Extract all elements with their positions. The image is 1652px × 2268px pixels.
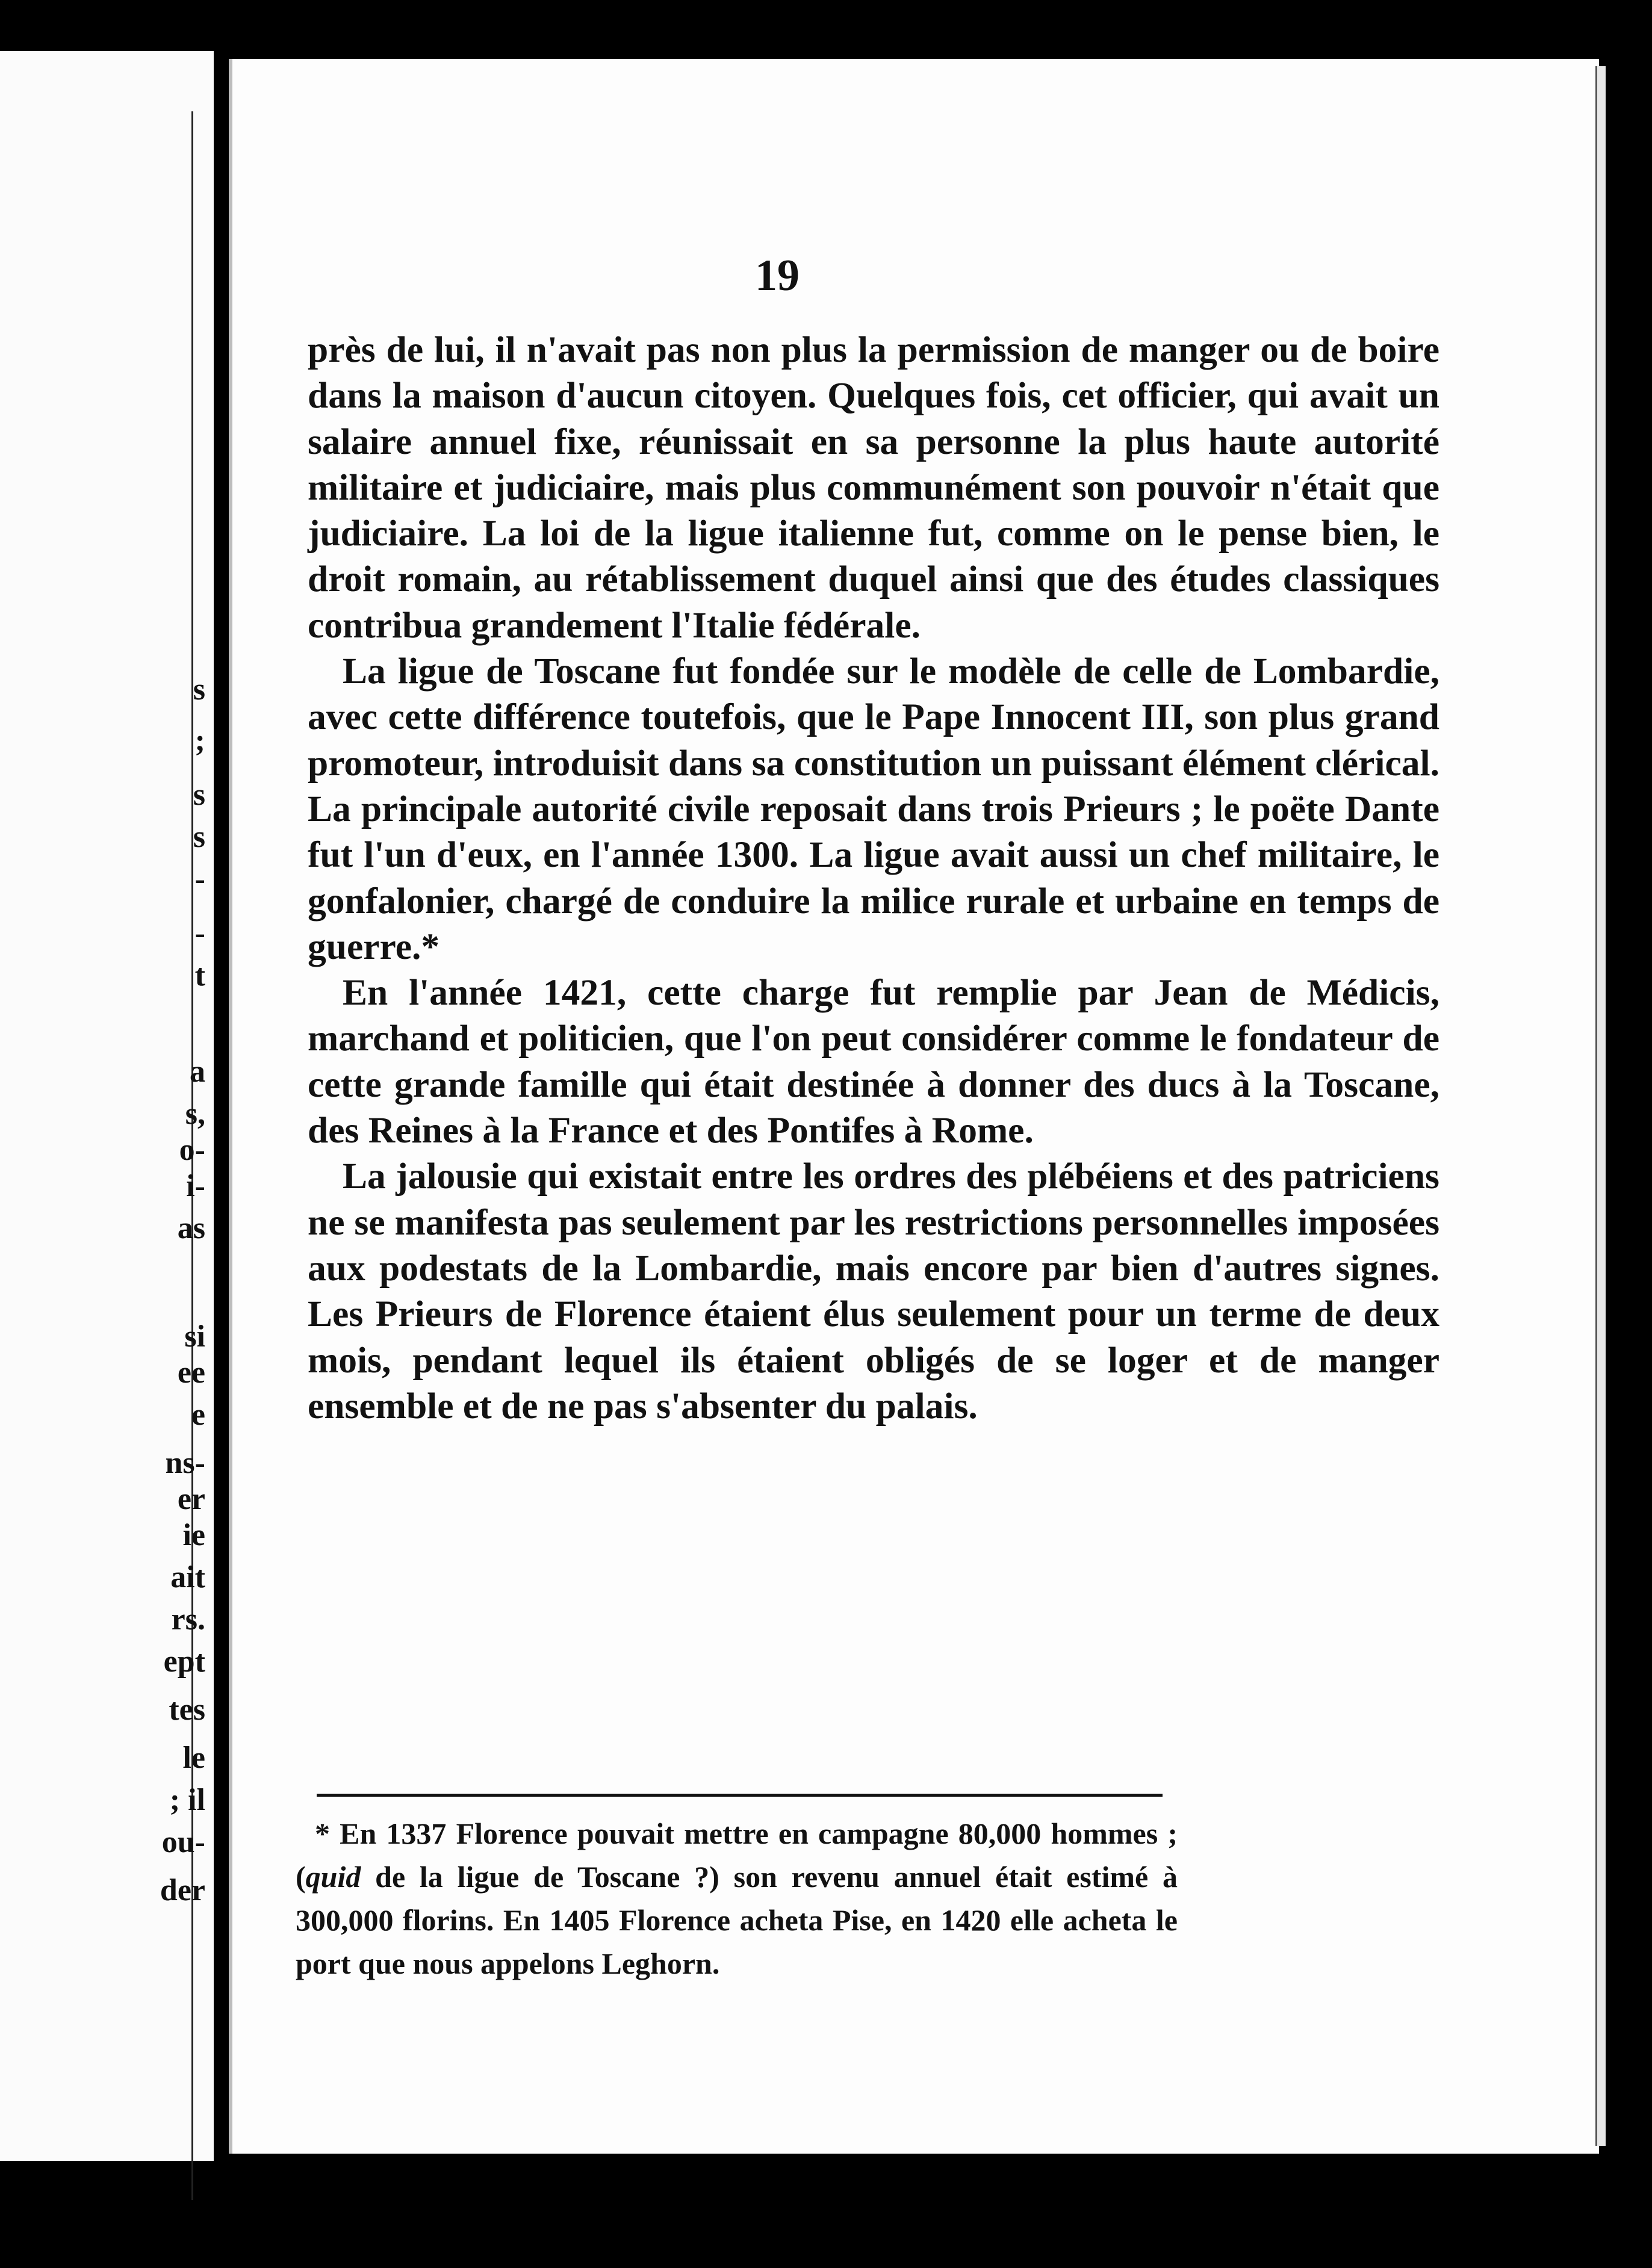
paragraph-3: En l'année 1421, cette charge fut remplie par Jean de Médicis, marchand et politicien, que l'on peut considérer comme le fondateur de cette grande famille qui était destinée à donner des ducs à la Toscane, des Reines à la France et des Pontifes à Rome. xyxy=(308,972,1439,1151)
previous-page-fragment: as xyxy=(177,1211,205,1245)
paragraph-4: La jalousie qui existait entre les ordres des plébéiens et des patriciens ne se manifesta pas seulement par les restrictions personnelles imposées aux podestats de la Lombardie, mais encore par bien d'autres signes. Les Prieurs de Florence étaient élus seulement pour un terme de deux mois, pendant lequel ils étaient obligés de se loger et de manger ensemble et de ne pas s'absenter du palais. xyxy=(308,1156,1439,1427)
previous-page-fragment: ee xyxy=(177,1356,205,1390)
previous-page-fragment: tes xyxy=(169,1693,205,1727)
previous-page-fragment: ou- xyxy=(161,1825,205,1859)
previous-page-fragment: s xyxy=(193,778,205,812)
previous-page-fragment: der xyxy=(160,1873,205,1907)
previous-page-fragment: ; il xyxy=(169,1783,205,1817)
footnote-italic: quid xyxy=(305,1860,361,1894)
previous-page-fragment: er xyxy=(177,1482,205,1516)
footnote-text-2: de la ligue de Toscane ?) son revenu annuel était estimé à 300,000 florins. En 1405 Florence acheta Pise, en 1420 elle acheta le port que nous appelons Leghorn. xyxy=(296,1860,1178,1980)
page-number: 19 xyxy=(755,251,800,300)
previous-page-fragment: t xyxy=(194,958,205,993)
previous-page-fragment: i- xyxy=(186,1169,205,1203)
previous-page-fragment: ; xyxy=(194,723,205,758)
previous-page-fragment: si xyxy=(184,1319,205,1354)
previous-page-fragment: le xyxy=(182,1741,205,1775)
previous-page-fragment: rs. xyxy=(171,1602,205,1637)
body-text xyxy=(308,327,1439,1429)
paragraph-2: La ligue de Toscane fut fondée sur le modèle de celle de Lombardie, avec cette différence toutefois, que le Pape Innocent III, son plus grand promoteur, introduisit dans sa constitution un puissant élément clérical. La principale autorité civile reposait dans trois Prieurs ; le poëte Dante fut l'un d'eux, en l'année 1300. La ligue avait aussi un chef militaire, le gonfalonier, chargé de conduire la milice rurale et urbaine en temps de guerre.* xyxy=(308,651,1439,967)
previous-page-fragment: a xyxy=(190,1055,205,1089)
footnote-text-1: * En 1337 Florence pouvait mettre en campagne 80,000 hommes ; ( xyxy=(296,1817,1178,1894)
previous-page-fragment: - xyxy=(194,862,205,896)
page xyxy=(229,59,1599,2154)
previous-page-fragment: ept xyxy=(163,1644,205,1679)
previous-page-fragment: ns- xyxy=(165,1446,205,1480)
previous-page-fragment: e xyxy=(191,1398,205,1432)
previous-page-fragment: - xyxy=(194,916,205,950)
previous-page-fragment: o- xyxy=(179,1133,205,1167)
previous-page-text xyxy=(0,51,214,2161)
footnote xyxy=(296,1812,1178,1985)
previous-page-fragment: ie xyxy=(182,1518,205,1552)
previous-page-fragment: s xyxy=(193,820,205,854)
previous-page-fragment: ait xyxy=(170,1560,205,1594)
footnote-rule xyxy=(317,1794,1163,1797)
previous-page xyxy=(0,51,214,2161)
previous-page-fragment: s, xyxy=(185,1097,205,1131)
page-right-edge xyxy=(1595,66,1606,2146)
previous-page-fragment: s xyxy=(193,672,205,707)
paragraph-1: près de lui, il n'avait pas non plus la permission de manger ou de boire dans la maison d'aucun citoyen. Quelques fois, cet officier, qui avait un salaire annuel fixe, réunissait en sa personne la plus haute autorité militaire et judiciaire, mais plus communément son pouvoir n'était que judiciaire. La loi de la ligue italienne fut, comme on le pense bien, le droit romain, au rétablissement duquel ainsi que des études classiques contribua grandement l'Italie fédérale. xyxy=(308,329,1439,646)
